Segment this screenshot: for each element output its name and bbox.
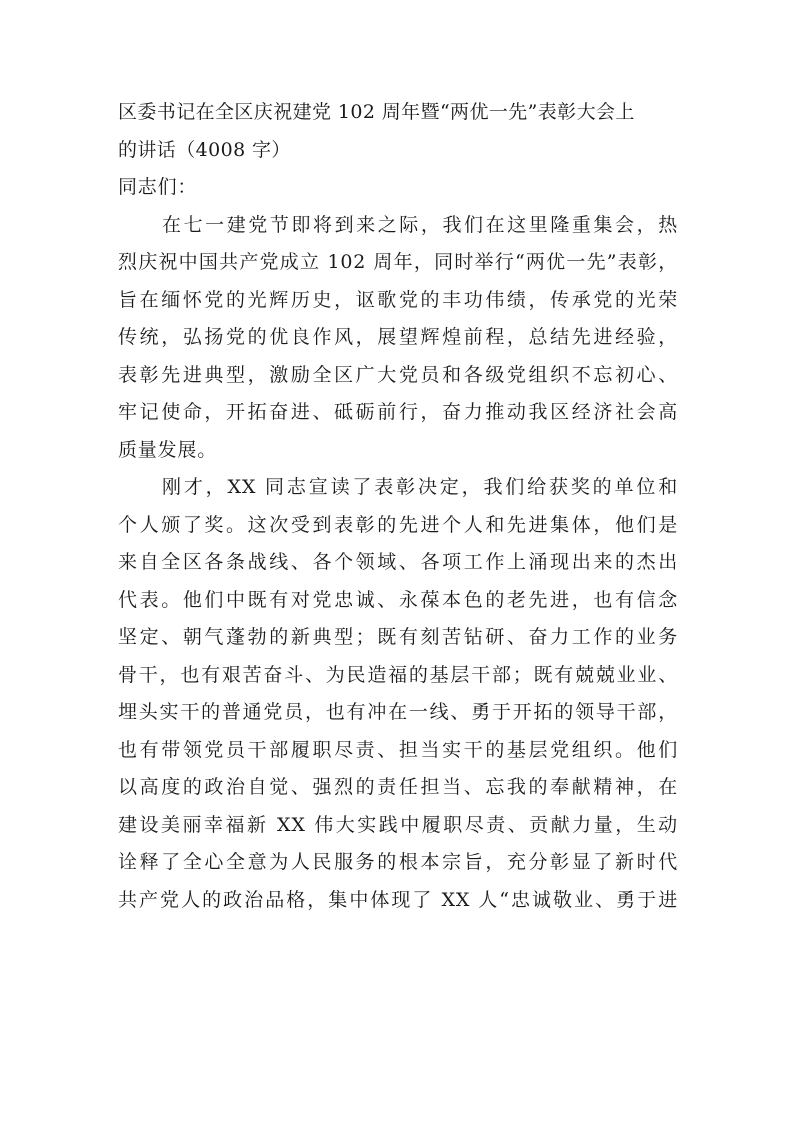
- paragraph-line: 建设美丽幸福新 XX 伟大实践中履职尽责、贡献力量，生动: [118, 813, 678, 836]
- paragraph-line: 质量发展。: [118, 438, 218, 461]
- speech-body: [118, 94, 678, 919]
- paragraph-line: 牢记使命，开拓奋进、砥砺前行，奋力推动我区经济社会高: [118, 401, 678, 423]
- title-line: 区委书记在全区庆祝建党 102 周年暨“两优一先”表彰大会上: [118, 101, 635, 123]
- paragraph-line: 在七一建党节即将到来之际，我们在这里隆重集会，热: [162, 213, 678, 236]
- paragraph-line: 来自全区各条战线、各个领域、各项工作上涌现出来的杰出: [118, 551, 678, 573]
- paragraph-1: [118, 207, 678, 470]
- paragraph-line: 坚定、朝气蓬勃的新典型；既有刻苦钻研、奋力工作的业务: [118, 626, 678, 648]
- paragraph-line: 表彰先进典型，激励全区广大党员和各级党组织不忘初心、: [118, 363, 678, 386]
- paragraph-line: 刚才，XX 同志宣读了表彰决定，我们给获奖的单位和: [162, 476, 678, 498]
- paragraph-line: 传统，弘扬党的优良作风，展望辉煌前程，总结先进经验，: [118, 326, 678, 348]
- paragraph-line: 旨在缅怀党的光辉历史，讴歌党的丰功伟绩，传承党的光荣: [118, 288, 678, 311]
- paragraph-line: 埋头实干的普通党员，也有冲在一线、勇于开拓的领导干部，: [118, 701, 678, 723]
- paragraph-line: 个人颁了奖。这次受到表彰的先进个人和先进集体，他们是: [118, 513, 678, 536]
- paragraph-line: 骨干，也有艰苦奋斗、为民造福的基层干部；既有兢兢业业、: [118, 663, 678, 686]
- paragraph-line: 以高度的政治自觉、强烈的责任担当、忘我的奉献精神，在: [118, 776, 678, 798]
- paragraph-line: 共产党人的政治品格，集中体现了 XX 人“忠诚敬业、勇于进: [118, 888, 678, 911]
- paragraph-2: [118, 469, 678, 919]
- speech-title: [118, 94, 678, 169]
- paragraph-line: 诠释了全心全意为人民服务的根本宗旨，充分彰显了新时代: [118, 851, 678, 873]
- title-line: 的讲话（4008 字）: [118, 138, 291, 161]
- paragraph-line: 代表。他们中既有对党忠诚、永葆本色的老先进，也有信念: [118, 588, 678, 611]
- paragraph-line: 也有带领党员干部履职尽责、担当实干的基层党组织。他们: [118, 738, 678, 761]
- salutation: 同志们：: [118, 176, 198, 198]
- paragraph-line: 烈庆祝中国共产党成立 102 周年，同时举行“两优一先”表彰，: [118, 251, 678, 273]
